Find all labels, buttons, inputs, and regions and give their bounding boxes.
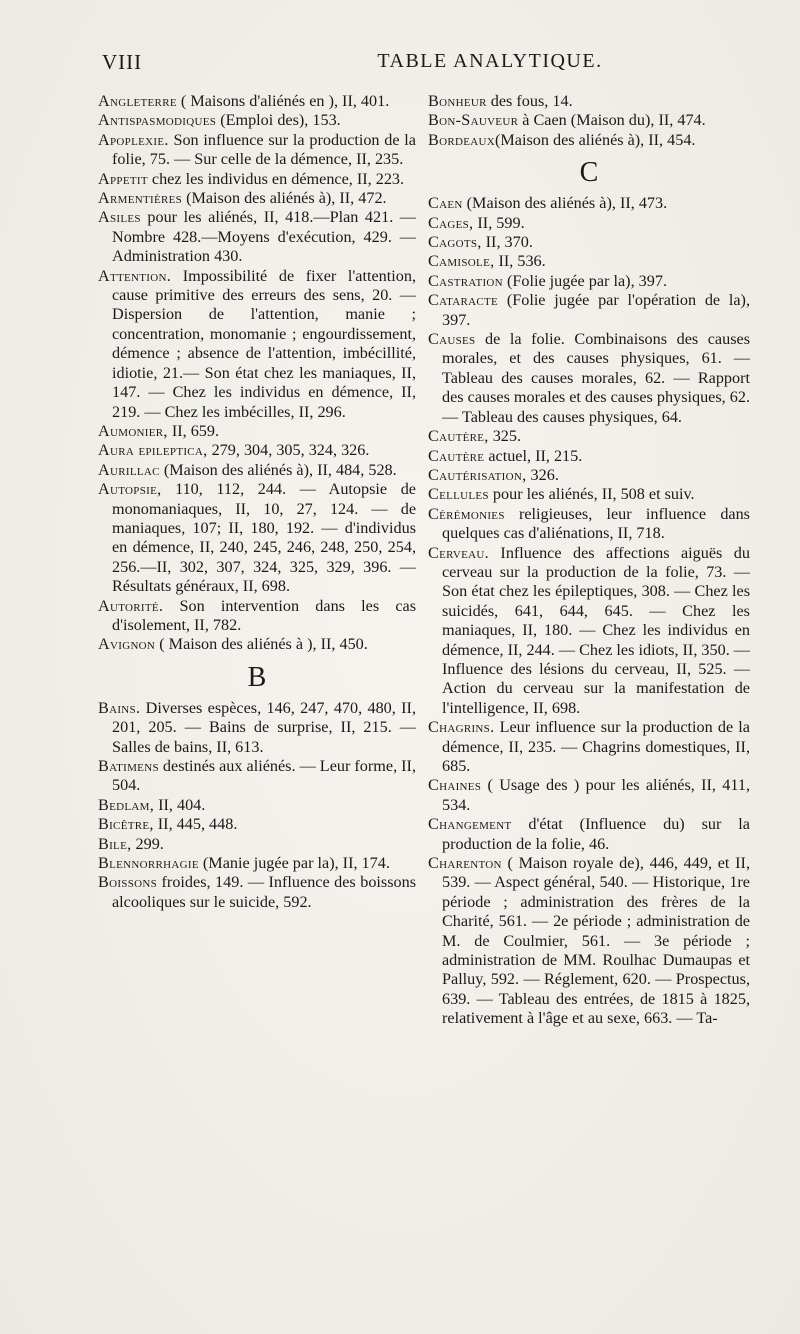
entry-headword: Bile,: [98, 834, 132, 853]
entry-text: à Caen (Maison du), II, 474.: [518, 111, 706, 130]
entry-text: (Folie jugée par la), 397.: [502, 271, 667, 290]
entry-text: 110, 112, 244. — Autopsie de monomaniaques, II, 10, 27, 124. — de maniaques, 107; II, 180, 192. — d'individus en démence, II, 240, 245, 246, 248, 250, 254, 256.—II, 302, 307, 324, 325, 329, 396. — Résultats généraux, II, 698.: [112, 480, 416, 596]
entry-headword: Cages,: [428, 213, 474, 232]
entry-headword: Cagots,: [428, 233, 482, 252]
entry-text: froides, 149. — Influence des boissons alcooliques sur le suicide, 592.: [112, 873, 416, 911]
entry-headword: Blennorrhagie: [98, 854, 199, 873]
entry-headword: Chaines: [428, 776, 482, 795]
entry-headword: Cautérisation,: [428, 465, 527, 484]
entry-text: (Maison des aliénés à), II, 454.: [494, 130, 696, 149]
entry-text: d'état (Influence du) sur la production de la folie, 46.: [442, 815, 750, 853]
index-entry: [98, 635, 416, 654]
entry-headword: Bains.: [98, 698, 141, 717]
index-entry: [98, 461, 416, 480]
index-entry: [98, 873, 416, 912]
entry-headword: Bicêtre,: [98, 815, 154, 834]
entry-text: ( Maison royale de), 446, 449, et II, 539. — Aspect général, 540. — Historique, 1re période ; administration des frères de la Charité, 561. — 2e période ; administration de M. de Coulmier, 561. — 3e période ; administration de MM. Roulhac Dumaupas et Palluy, 592. — Réglement, 620. — Prospectus, 639. — Tableau des entrées, de 1815 à 1825, relativement à l'âge et au sexe, 663. — Ta-: [442, 854, 750, 1028]
page-header: [100, 50, 780, 80]
index-entry: [98, 111, 416, 130]
index-entry: [98, 267, 416, 422]
index-entry: [98, 92, 416, 111]
index-entry: [428, 544, 750, 719]
entry-text: II, 370.: [481, 233, 533, 252]
entry-text: pour les aliénés, II, 508 et suiv.: [488, 485, 695, 504]
index-entry: [98, 699, 416, 757]
index-entry: [428, 92, 750, 111]
entry-text: (Maison des aliénés à), II, 472.: [182, 189, 387, 208]
entry-headword: Castration: [428, 271, 503, 290]
entry-headword: Autorité.: [98, 596, 164, 615]
index-entry: [98, 131, 416, 170]
entry-text: Son intervention dans les cas d'isolement, II, 782.: [112, 596, 416, 634]
index-entry: [428, 466, 750, 485]
entry-headword: Cataracte: [428, 291, 499, 310]
entry-text: II, 659.: [167, 421, 220, 440]
entry-text: de la folie. Combinaisons des causes morales, et des causes physiques, 61. — Tableau des causes morales, 62. — Rapport des causes morales et des causes physiques, 62. — Tableau des causes physiques, 64.: [442, 330, 750, 426]
section-letter: B: [247, 661, 267, 693]
index-entry: [98, 757, 416, 796]
entry-headword: Charenton: [428, 854, 502, 873]
entry-text: destinés aux aliénés. — Leur forme, II, 504.: [112, 757, 416, 795]
page-folio: VIII: [102, 50, 143, 74]
entry-headword: Aumonier,: [98, 421, 168, 440]
running-title: TABLE ANALYTIQUE.: [377, 50, 603, 72]
index-entry: [98, 170, 416, 189]
entry-text: (Manie jugée par la), II, 174.: [198, 854, 390, 873]
entry-text: ( Maisons d'aliénés en ), II, 401.: [176, 92, 390, 110]
index-entry: [428, 111, 750, 130]
entry-headword: Cérémonies: [428, 504, 505, 523]
entry-headword: Caen: [428, 194, 463, 213]
index-entry: [98, 208, 416, 266]
entry-headword: Cautère,: [428, 427, 489, 446]
entry-headword: Bordeaux: [428, 130, 495, 149]
entry-headword: Causes: [428, 330, 476, 349]
index-entry: [428, 330, 750, 427]
entry-headword: Antispasmodiques: [98, 111, 217, 130]
entry-text: (Maison des aliénés à), II, 484, 528.: [159, 460, 397, 479]
section-letter: C: [579, 157, 599, 189]
index-entry: [428, 194, 750, 213]
entry-headword: Aurillac: [98, 460, 160, 479]
entry-text: (Maison des aliénés à), II, 473.: [462, 194, 668, 213]
entry-text: 299.: [131, 834, 164, 853]
entry-headword: Bonheur: [428, 92, 487, 110]
index-entry: [98, 835, 416, 854]
entry-text: (Folie jugée par l'opération de la), 397.: [442, 291, 750, 329]
index-entry: [98, 815, 416, 834]
entry-headword: Asiles: [98, 208, 141, 227]
entry-headword: Appetit: [98, 169, 148, 188]
entry-text: (Emploi des), 153.: [216, 111, 341, 130]
entry-text: 279, 304, 305, 324, 326.: [207, 441, 370, 460]
index-entry: [98, 480, 416, 596]
entry-text: des fous, 14.: [486, 92, 573, 110]
index-entry: [428, 131, 750, 150]
entry-headword: Armentières: [98, 189, 183, 208]
entry-text: II, 404.: [154, 795, 206, 814]
index-entry: [428, 291, 750, 330]
entry-text: Son influence sur la production de la folie, 75. — Sur celle de la démence, II, 235.: [112, 130, 416, 169]
entry-headword: Cerveau.: [428, 543, 489, 562]
entry-headword: Autopsie,: [98, 480, 162, 499]
entry-text: chez les individus en démence, II, 223.: [147, 169, 405, 188]
entry-headword: Aura epileptica,: [98, 441, 208, 460]
entry-text: actuel, II, 215.: [484, 446, 583, 465]
index-entry: [428, 776, 750, 815]
entry-headword: Boissons: [98, 873, 158, 892]
entry-text: Diverses espèces, 146, 247, 470, 480, II, 201, 205. — Bains de surprise, II, 215. — Salles de bains, II, 613.: [112, 698, 416, 756]
entry-text: Influence des affections aiguës du cerveau sur la production de la folie, 73. — Son état chez les épileptiques, 308. — Chez les suicidés, 641, 644, 645. — Chez les maniaques, II, 180. — Chez les individus en démence, II, 244. — Chez les idiots, II, 350. — Influence des lésions du cerveau, II, 525. — Action du cerveau sur la manifestation de l'intelligence, II, 698.: [442, 543, 750, 717]
entry-text: religieuses, leur influence dans quelques cas d'aliénations, II, 718.: [442, 504, 750, 543]
index-entry: [428, 485, 750, 504]
index-entry: [98, 189, 416, 208]
entry-text: ( Maison des aliénés à ), II, 450.: [155, 635, 368, 654]
entry-headword: Attention.: [98, 266, 172, 285]
entry-text: 325.: [488, 427, 522, 446]
index-entry: [428, 272, 750, 291]
entry-text: II, 599.: [473, 213, 525, 232]
index-entry: [428, 233, 750, 252]
entry-headword: Apoplexie.: [98, 130, 169, 149]
index-entry: [98, 796, 416, 815]
entry-text: ( Usage des ) pour les aliénés, II, 411, 534.: [442, 776, 750, 814]
entry-headword: Bedlam,: [98, 795, 155, 814]
index-entry: [98, 854, 416, 873]
entry-headword: Changement: [428, 815, 512, 834]
entry-headword: Camisole,: [428, 252, 495, 271]
index-entry: [428, 854, 750, 1029]
entry-headword: Cautère: [428, 446, 485, 465]
index-column-left: [98, 92, 416, 912]
index-entry: [428, 505, 750, 544]
entry-headword: Angleterre: [98, 92, 177, 110]
entry-headword: Cellules: [428, 485, 489, 504]
entry-text: II, 445, 448.: [153, 815, 238, 834]
index-entry: [428, 447, 750, 466]
index-entry: [98, 422, 416, 441]
index-entry: [428, 252, 750, 271]
entry-headword: Batimens: [98, 757, 159, 775]
entry-text: Impossibilité de fixer l'attention, cause primitive des erreurs des sens, 20. — Dispersion de l'attention, manie ; concentration, monomanie ; engourdissement, démence ; absence de l'attention, imbécillité, idiotie, 21.— Son état chez les maniaques, II, 147. — Chez les individus en démence, II, 219. — Chez les imbécilles, II, 296.: [112, 266, 416, 421]
index-entry: [428, 718, 750, 776]
index-entry: [98, 441, 416, 460]
index-entry: [98, 597, 416, 636]
entry-text: II, 536.: [494, 252, 546, 271]
entry-text: Leur influence sur la production de la démence, II, 235. — Chagrins domestiques, II, 685.: [442, 718, 750, 775]
index-entry: [428, 214, 750, 233]
entry-headword: Avignon: [98, 635, 156, 654]
index-entry: [428, 427, 750, 446]
entry-headword: Bon-Sauveur: [428, 111, 519, 130]
entry-headword: Chagrins.: [428, 718, 495, 737]
entry-text: pour les aliénés, II, 418.—Plan 421. — Nombre 428.—Moyens d'exécution, 429. — Administration 430.: [112, 208, 416, 266]
index-entry: [428, 815, 750, 854]
entry-text: 326.: [526, 465, 559, 484]
index-column-right: [428, 92, 750, 1029]
